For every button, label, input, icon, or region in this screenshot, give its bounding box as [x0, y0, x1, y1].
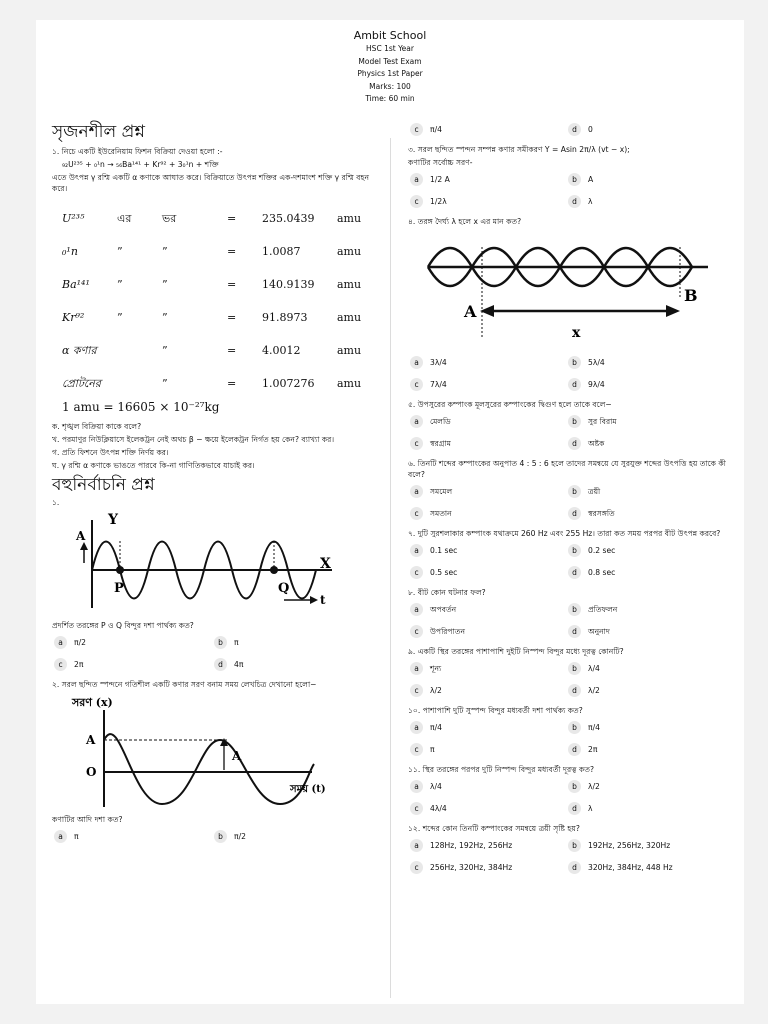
q4-standing-wave	[408, 229, 708, 353]
q9-options-row1	[408, 659, 738, 681]
mass-table-cell	[117, 334, 162, 367]
q10-text: ১০. পাশাপাশি দুটি সুস্পন্দ বিন্দুর মধ্যবর্তী দশা পার্থক্য কত?	[408, 706, 583, 715]
q3-option-a[interactable]: a 1/2 A	[410, 173, 450, 186]
q3-option-d[interactable]: d λ	[568, 195, 593, 208]
q4-option-b[interactable]: b 5λ/4	[568, 356, 605, 369]
q3-option-c[interactable]: c 1/2λ	[410, 195, 447, 208]
mass-table-row	[62, 202, 372, 235]
q11-text: ১১. স্থির তরঙ্গের পরপর দুটি নিস্পন্দ বিন্দুর মধ্যবর্তী দূরত্ব কত?	[408, 765, 595, 774]
mass-table-cell	[117, 367, 162, 400]
q3-option-b[interactable]: b A	[568, 173, 593, 186]
q2-text2: কণাটির আদি দশা কত?	[52, 815, 123, 824]
q4-label-b: B	[684, 286, 698, 305]
q2-option-b[interactable]: b π/2	[214, 830, 246, 843]
q1-label-y: Y	[108, 512, 118, 528]
q7-option-c[interactable]: c 0.5 sec	[410, 566, 457, 579]
subq-kha: খ. পরমাণুর নিউক্লিয়াসে ইলেকট্রন নেই অথচ β − ক্ষয়ে ইলেকট্রন নির্গত হয় কেন? ব্যাখ্যা কর।	[52, 435, 335, 444]
q11-option-b[interactable]: b λ/2	[568, 780, 600, 793]
q12-option-a[interactable]: a 128Hz, 192Hz, 256Hz	[410, 839, 512, 852]
mass-table-cell: ₀¹n	[62, 245, 78, 258]
q7-option-a[interactable]: a 0.1 sec	[410, 544, 457, 557]
mass-table-cell: ”	[162, 311, 168, 324]
right-column	[408, 120, 738, 880]
q6-option-c[interactable]: c সমতান	[410, 507, 452, 520]
q10-options-row1	[408, 718, 738, 740]
mass-table-cell: এর	[117, 212, 132, 225]
fission-reaction: ₉₂U²³⁵ + ₀¹n → ₅₆Ba¹⁴¹ + Kr⁹² + 3₀¹n + শক্তি	[62, 160, 219, 169]
q9-option-c[interactable]: c λ/2	[410, 684, 442, 697]
q4-label-x: x	[572, 325, 581, 341]
q6-options-row1	[408, 482, 738, 504]
mass-table-cell: =	[227, 212, 237, 225]
q1-wave-graph	[52, 508, 352, 618]
q10-options-row2	[408, 740, 738, 762]
q5-options-row2	[408, 434, 738, 456]
q1-label-p: P	[114, 581, 124, 596]
q8-options-row1	[408, 600, 738, 622]
q7-text: ৭. দুটি সুরশলাকার কম্পাংক যথাক্রমে 260 Hz এবং 255 Hz। তারা কত সময় পরপর বীট উৎপন্ন করবে?	[408, 529, 721, 538]
mass-table-cell: 140.9139	[262, 278, 315, 291]
q1-options-row1	[52, 633, 382, 655]
q11-option-d[interactable]: d λ	[568, 802, 593, 815]
mass-table-cell: amu	[337, 212, 362, 225]
q3-options-row1	[408, 170, 738, 192]
q8-option-b[interactable]: b প্রতিফলন	[568, 603, 617, 616]
mass-table-cell: =	[227, 245, 237, 258]
creative-subquestions	[52, 421, 382, 471]
q1-option-b[interactable]: b π	[214, 636, 239, 649]
q2-option-c[interactable]: c π/4	[410, 123, 442, 136]
mass-table-cell: amu	[337, 344, 362, 357]
mass-table-cell: amu	[337, 377, 362, 390]
q2-label-o: O	[86, 765, 97, 779]
q8-options-row2	[408, 622, 738, 644]
q9-option-a[interactable]: a শূন্য	[410, 662, 441, 675]
q4-label-a: A	[464, 302, 477, 321]
q9-option-d[interactable]: d λ/2	[568, 684, 600, 697]
mass-table-row	[62, 235, 372, 268]
subq-gha: ঘ. γ রশ্মি α কণাকে ভাঙতে পারবে কি-না গাণিতিকভাবে যাচাই কর।	[52, 461, 255, 470]
q2-label-a: A	[86, 733, 96, 747]
mass-table-cell: ”	[162, 245, 168, 258]
q8-text: ৮. বীট কোন ঘটনার ফল?	[408, 588, 486, 597]
exam-paper	[36, 20, 744, 1004]
q1-text: প্রদর্শিত তরঙ্গের P ও Q বিন্দুর দশা পার্থক্য কত?	[52, 621, 194, 630]
q7-option-b[interactable]: b 0.2 sec	[568, 544, 615, 557]
mass-table-cell: 91.8973	[262, 311, 308, 324]
mass-table-cell: 4.0012	[262, 344, 301, 357]
q4-option-d[interactable]: d 9λ/4	[568, 378, 605, 391]
mass-table-row	[62, 334, 372, 367]
q1-label-x: X	[320, 556, 331, 572]
marks: Marks: 100	[369, 81, 411, 91]
mcq-section-title: বহুনির্বাচনি প্রশ্ন	[52, 475, 155, 495]
q8-option-c[interactable]: c উপরিপাতন	[410, 625, 465, 638]
q11-option-c[interactable]: c 4λ/4	[410, 802, 447, 815]
q6-text: ৬. তিনটি শব্দের কম্পাংকের অনুপাত 4 : 5 : 6 হলে তাদের সমন্বয়ে যে সুরযুক্ত শব্দের উৎপত্তি হয় তাকে কী বলে?	[408, 459, 726, 479]
mass-table-cell: ”	[162, 278, 168, 291]
q11-option-a[interactable]: a λ/4	[410, 780, 442, 793]
mass-table-cell: amu	[337, 311, 362, 324]
mass-table-cell: Ba¹⁴¹	[62, 278, 90, 291]
q2-label-y: সরণ (x)	[72, 696, 113, 709]
mass-table-cell: ভর	[162, 212, 177, 225]
q12-option-c[interactable]: c 256Hz, 320Hz, 384Hz	[410, 861, 512, 874]
mass-table-cell: ”	[117, 245, 123, 258]
q7-options-row1	[408, 541, 738, 563]
mass-table	[62, 202, 372, 400]
q7-option-d[interactable]: d 0.8 sec	[568, 566, 615, 579]
class-name: HSC 1st Year	[366, 44, 414, 53]
q12-options-row1	[408, 836, 738, 858]
school-name: Ambit School	[353, 29, 427, 42]
q1-option-d[interactable]: d 4π	[214, 658, 243, 671]
q10-option-b[interactable]: b π/4	[568, 721, 600, 734]
q9-options-row2	[408, 681, 738, 703]
mass-table-cell: 1.0087	[262, 245, 301, 258]
mass-table-cell: Kr⁹²	[62, 311, 85, 324]
mass-table-cell: ”	[117, 278, 123, 291]
q4-options-row2	[408, 375, 738, 397]
mass-table-row	[62, 367, 372, 400]
mass-table-cell: ”	[162, 344, 168, 357]
mass-table-cell: α কণার	[62, 344, 97, 357]
subq-ga: গ. প্রতি ফিশনে উৎপন্ন শক্তি নির্ণয় কর।	[52, 448, 169, 457]
mass-table-cell: 235.0439	[262, 212, 315, 225]
q12-text: ১২. শব্দের কোন তিনটি কম্পাংকের সমন্বয়ে ত্রয়ী সৃষ্টি হয়?	[408, 824, 580, 833]
q10-option-c[interactable]: c π	[410, 743, 435, 756]
mass-table-cell: U²³⁵	[62, 212, 85, 225]
q6-option-d[interactable]: d স্বরসঙ্গতি	[568, 507, 615, 520]
q1-label-a: A	[76, 529, 86, 543]
q5-option-a[interactable]: a মেলডি	[410, 415, 451, 428]
q8-option-d[interactable]: d অনুনাদ	[568, 625, 610, 638]
q1-label-q: Q	[278, 581, 290, 596]
mass-table-cell: =	[227, 278, 237, 291]
mass-table-cell: 1.007276	[262, 377, 315, 390]
amu-constant: 1 amu = 16605 × 10⁻²⁷kg	[62, 400, 220, 414]
time: Time: 60 min	[365, 94, 415, 103]
q12-option-d[interactable]: d 320Hz, 384Hz, 448 Hz	[568, 861, 673, 874]
mass-table-cell: ”	[162, 377, 168, 390]
q3-text: ৩. সরল ছন্দিত স্পন্দন সম্পন্ন কণার সমীকরণ Y = Asin 2π/λ (vt − x);	[408, 145, 630, 154]
q1-option-a[interactable]: a π/2	[54, 636, 86, 649]
q6-option-b[interactable]: b ত্রয়ী	[568, 485, 600, 498]
q1-number: ১.	[52, 498, 60, 507]
q10-option-d[interactable]: d 2π	[568, 743, 597, 756]
q4-option-a[interactable]: a 3λ/4	[410, 356, 447, 369]
q10-option-a[interactable]: a π/4	[410, 721, 442, 734]
left-column	[52, 120, 382, 849]
q6-options-row2	[408, 504, 738, 526]
q4-option-c[interactable]: c 7λ/4	[410, 378, 447, 391]
q2-text: ২. সরল ছন্দিত স্পন্দনে গতিশীল একটি কণার সরণ বনাম সময় লেখচিত্র দেখানো হলো−	[52, 680, 317, 689]
q2-label-x: সময় (t)	[290, 784, 326, 795]
q1-option-c[interactable]: c 2π	[54, 658, 83, 671]
q3-options-row2	[408, 192, 738, 214]
mass-table-cell: amu	[337, 245, 362, 258]
mass-table-cell: প্রোটনের	[62, 377, 101, 390]
q2-option-a[interactable]: a π	[54, 830, 79, 843]
q4-options-row1	[408, 353, 738, 375]
q11-options-row2	[408, 799, 738, 821]
mass-table-cell: amu	[337, 278, 362, 291]
q5-option-d[interactable]: d অষ্টক	[568, 437, 604, 450]
q2-shm-graph	[52, 692, 352, 812]
subject-name: Physics 1st Paper	[357, 69, 423, 78]
q1-label-t: t	[320, 593, 326, 607]
mass-table-row	[62, 301, 372, 334]
exam-header	[36, 28, 744, 106]
creative-section-title: সৃজনশীল প্রশ্ন	[52, 122, 145, 142]
q2-options-row1	[52, 827, 382, 849]
mass-table-cell: =	[227, 344, 237, 357]
mass-table-cell: =	[227, 311, 237, 324]
creative-stem-2: এতে উৎপন্ন γ রশ্মি একটি α কণাকে আঘাত করে। বিক্রিয়াতে উৎপন্ন শক্তির এক-দশমাংশ শক্তি γ রশ্মি বহন করে।	[52, 173, 370, 193]
q7-options-row2	[408, 563, 738, 585]
q12-option-b[interactable]: b 192Hz, 256Hz, 320Hz	[568, 839, 670, 852]
q4-text: ৪. তরঙ্গ দৈর্ঘ্য λ হলে x এর মান কত?	[408, 217, 522, 226]
subq-ka: ক. শৃঙ্খল বিক্রিয়া কাকে বলে?	[52, 422, 142, 431]
q5-text: ৫. উপসুরের কম্পাংক মূলসুরের কম্পাংকের দ্বিগুণ হলে তাকে বলে−	[408, 400, 612, 409]
q1-options-row2	[52, 655, 382, 677]
q2-option-d[interactable]: d 0	[568, 123, 593, 136]
q2-label-a2: A	[232, 749, 242, 763]
q5-option-c[interactable]: c স্বরগ্রাম	[410, 437, 451, 450]
column-divider	[390, 138, 391, 998]
q11-options-row1	[408, 777, 738, 799]
q2-options-row2	[408, 120, 738, 142]
q9-option-b[interactable]: b λ/4	[568, 662, 600, 675]
mass-table-cell: =	[227, 377, 237, 390]
q8-option-a[interactable]: a অপবর্তন	[410, 603, 456, 616]
q3-text2: কণাটির সর্বোচ্চ সরণ-	[408, 158, 473, 167]
q5-options-row1	[408, 412, 738, 434]
q12-options-row2	[408, 858, 738, 880]
q6-option-a[interactable]: a সমমেল	[410, 485, 452, 498]
mass-table-cell: ”	[117, 311, 123, 324]
q5-option-b[interactable]: b সুর বিরাম	[568, 415, 617, 428]
creative-stem: ১. নিচে একটি ইউরেনিয়াম ফিশন বিক্রিয়া দেওয়া হলো :-	[52, 147, 223, 156]
q9-text: ৯. একটি স্থির তরঙ্গের পাশাপাশি দুইটি নিস্পন্দ বিন্দুর মধ্যে দূরত্ব কোনটি?	[408, 647, 624, 656]
mass-table-row	[62, 268, 372, 301]
exam-name: Model Test Exam	[358, 56, 422, 66]
